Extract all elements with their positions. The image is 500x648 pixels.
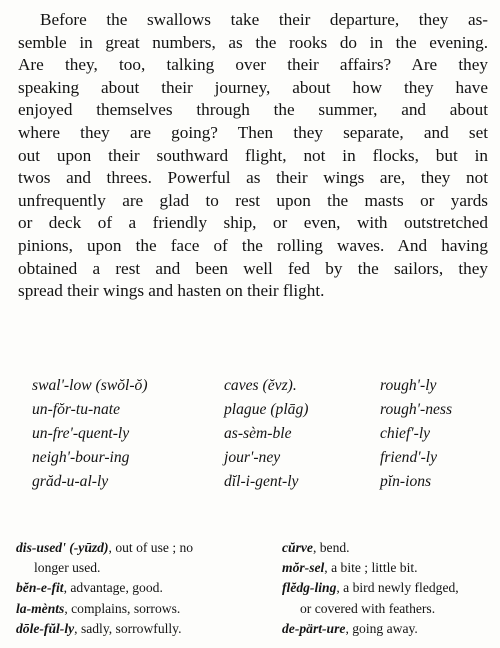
paragraph-line: out upon their southward flight, not in flocks, but in bbox=[18, 145, 488, 165]
glossary-entry bbox=[282, 558, 500, 578]
glossary-definition: , advantage, good. bbox=[63, 580, 163, 596]
glossary-term: flĕdg-ling bbox=[282, 580, 337, 596]
glossary-term: de-pärt-ure bbox=[282, 620, 346, 636]
glossary-entry bbox=[16, 538, 266, 558]
spelling-word: friend'-ly bbox=[380, 449, 438, 466]
spelling-word: rough'-ness bbox=[380, 401, 453, 418]
glossary-definition: , a bird newly fledged, bbox=[336, 580, 459, 596]
story-paragraph bbox=[18, 9, 488, 303]
spelling-word: chief'-ly bbox=[380, 425, 431, 442]
spelling-word: as-sèm-ble bbox=[224, 425, 292, 442]
glossary-entry bbox=[282, 578, 500, 598]
paragraph-line: where they are going? Then they separate, and set bbox=[18, 122, 488, 142]
glossary-term: bĕn-e-fit bbox=[16, 580, 64, 596]
glossary-entry bbox=[16, 599, 266, 619]
glossary-definition: , sadly, sorrowfully. bbox=[74, 620, 182, 636]
spelling-word: jour'-ney bbox=[224, 449, 281, 466]
glossary-term: la-mènts bbox=[16, 600, 65, 616]
glossary-entry bbox=[16, 619, 266, 639]
spelling-column bbox=[32, 374, 148, 494]
paragraph-line: enjoyed themselves through the summer, and about bbox=[18, 100, 488, 120]
paragraph-line: twos and threes. Powerful as their wings are, they not bbox=[18, 168, 488, 188]
spelling-word: un-fŏr-tu-nate bbox=[32, 401, 121, 418]
glossary-column bbox=[282, 538, 500, 639]
spelling-column bbox=[224, 374, 308, 494]
glossary-definition: , a bite ; little bit. bbox=[324, 560, 418, 576]
spelling-word: rough'-ly bbox=[380, 377, 437, 394]
glossary-term: mŏr-sel bbox=[282, 560, 325, 576]
spelling-column bbox=[380, 374, 452, 494]
spelling-word: un-fre'-quent-ly bbox=[32, 425, 130, 442]
glossary-term: cŭrve bbox=[282, 540, 313, 555]
paragraph-line: unfrequently are glad to rest upon the masts or yards bbox=[18, 190, 488, 210]
spelling-word: caves (ĕvz). bbox=[224, 377, 297, 394]
spelling-word: neigh'-bour-ing bbox=[32, 449, 130, 466]
glossary-entry bbox=[16, 578, 266, 598]
paragraph-line: Before the swallows take their departure, they as- bbox=[40, 10, 488, 29]
paragraph-line: spread their wings and hasten on their flight. bbox=[18, 281, 325, 301]
glossary-definition: , going away. bbox=[345, 620, 418, 636]
glossary-continuation: longer used. bbox=[34, 560, 101, 576]
paragraph-line: or deck of a friendly ship, or even, with outstretched bbox=[18, 213, 488, 233]
spelling-word: grăd-u-al-ly bbox=[32, 473, 109, 490]
paragraph-line: speaking about their journey, about how they have bbox=[18, 77, 488, 97]
paragraph-line: obtained a rest and been well fed by the sailors, they bbox=[18, 258, 488, 278]
paragraph-line: semble in great numbers, as the rooks do in the evening. bbox=[18, 32, 488, 52]
glossary-definition: , out of use ; no bbox=[108, 540, 194, 555]
glossary-continuation: or covered with feathers. bbox=[300, 600, 436, 616]
glossary-term: dis-used' (-yūzd) bbox=[16, 540, 109, 555]
glossary-definition: , complains, sorrows. bbox=[64, 600, 181, 616]
glossary-definition: , bend. bbox=[312, 540, 350, 555]
spelling-word: pĭn-ions bbox=[380, 473, 432, 490]
glossary-entry bbox=[282, 619, 500, 639]
paragraph-line: Are they, too, talking over their affairs? Are they bbox=[18, 55, 488, 75]
paragraph-line: pinions, upon the face of the rolling waves. And having bbox=[18, 235, 488, 255]
spelling-word: dĭl-i-gent-ly bbox=[224, 473, 299, 490]
glossary-column bbox=[16, 538, 266, 639]
glossary-term: dōle-fŭl-ly bbox=[16, 620, 75, 636]
glossary-entry bbox=[282, 538, 500, 558]
spelling-word: plague (plāg) bbox=[224, 401, 309, 418]
spelling-word: swal'-low (swŏl-ŏ) bbox=[32, 377, 148, 394]
